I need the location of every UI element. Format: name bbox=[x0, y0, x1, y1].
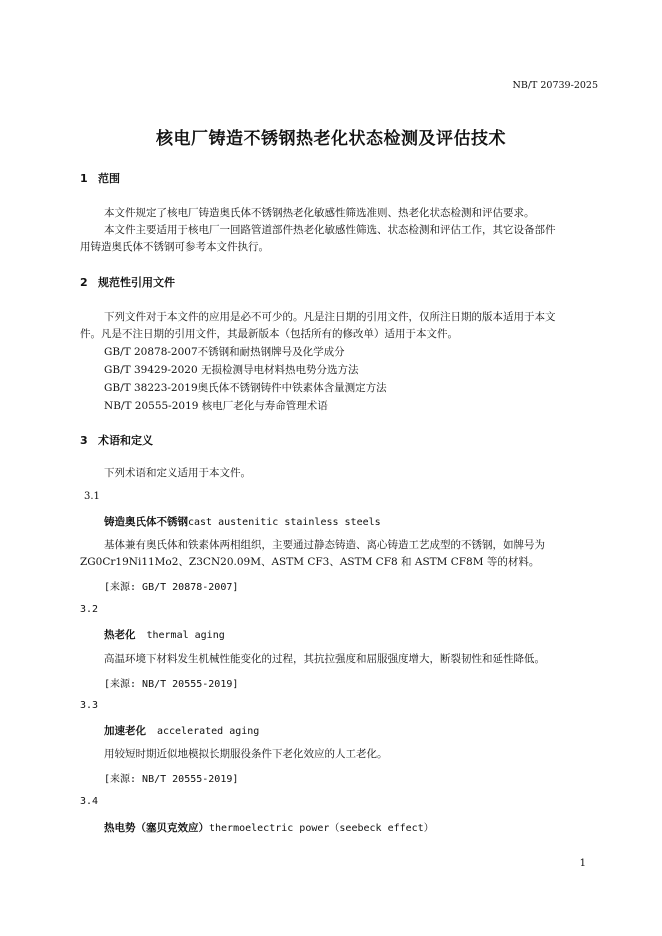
term-en: thermal aging bbox=[146, 630, 225, 641]
term-definition: ZG0Cr19Ni11Mo2、Z3CN20.09M、ASTM CF3、ASTM CF8 和 ASTM CF8M 等的材料。 bbox=[80, 556, 540, 568]
term-number: 3.1 bbox=[84, 491, 100, 502]
term-heading bbox=[104, 627, 225, 642]
term-source: [来源: NB/T 20555-2019] bbox=[104, 774, 239, 785]
section-title: 规范性引用文件 bbox=[98, 276, 175, 289]
term-heading bbox=[104, 514, 381, 529]
reference-item: GB/T 39429-2020 无损检测导电材料热电势分选方法 bbox=[104, 364, 359, 376]
term-source: [来源: NB/T 20555-2019] bbox=[104, 679, 239, 690]
term-zh: 热老化 bbox=[104, 629, 136, 641]
term-number: 3.3 bbox=[80, 700, 99, 711]
reference-item: NB/T 20555-2019 核电厂老化与寿命管理术语 bbox=[104, 400, 328, 412]
term-en: thermoelectric power（seebeck effect） bbox=[209, 823, 434, 834]
page-number: 1 bbox=[579, 858, 586, 869]
term-en: cast austenitic stainless steels bbox=[188, 517, 381, 528]
paragraph: 下列术语和定义适用于本文件。 bbox=[104, 467, 251, 479]
section-1-heading bbox=[80, 170, 120, 186]
section-title: 范围 bbox=[98, 172, 120, 185]
term-definition: 用较短时期近似地模拟长期服役条件下老化效应的人工老化。 bbox=[104, 748, 388, 760]
reference-item: GB/T 38223-2019奥氏体不锈钢铸件中铁素体含量测定方法 bbox=[104, 382, 387, 394]
section-2-heading bbox=[80, 274, 175, 290]
paragraph: 用铸造奥氏体不锈钢可参考本文件执行。 bbox=[80, 241, 269, 253]
term-en: accelerated aging bbox=[156, 726, 260, 737]
reference-item: GB/T 20878-2007不锈钢和耐热钢牌号及化学成分 bbox=[104, 346, 345, 358]
standard-number: NB/T 20739-2025 bbox=[512, 80, 598, 91]
section-number: 2 bbox=[80, 276, 88, 289]
term-definition: 基体兼有奥氏体和铁素体两相组织，主要通过静态铸造、离心铸造工艺成型的不锈钢，如牌号为 bbox=[104, 539, 545, 551]
section-number: 1 bbox=[80, 172, 88, 185]
term-zh: 铸造奥氏体不锈钢 bbox=[104, 516, 188, 528]
term-definition: 高温环境下材料发生机械性能变化的过程，其抗拉强度和屈服强度增大，断裂韧性和延性降低。 bbox=[104, 653, 545, 665]
term-number: 3.2 bbox=[80, 604, 99, 615]
section-number: 3 bbox=[80, 434, 88, 447]
term-source: [来源: GB/T 20878-2007] bbox=[104, 582, 239, 593]
term-zh: 热电势（塞贝克效应） bbox=[104, 822, 209, 834]
paragraph: 本文件主要适用于核电厂一回路管道部件热老化敏感性筛选、状态检测和评估工作，其它设备部件 bbox=[104, 224, 556, 236]
paragraph: 下列文件对于本文件的应用是必不可少的。凡是注日期的引用文件，仅所注日期的版本适用于本文 bbox=[104, 311, 556, 323]
paragraph: 本文件规定了核电厂铸造奥氏体不锈钢热老化敏感性筛选准则、热老化状态检测和评估要求。 bbox=[104, 207, 535, 219]
paragraph: 件。凡是不注日期的引用文件，其最新版本（包括所有的修改单）适用于本文件。 bbox=[80, 328, 458, 340]
section-3-heading bbox=[80, 432, 153, 448]
document-title: 核电厂铸造不锈钢热老化状态检测及评估技术 bbox=[156, 129, 506, 149]
term-heading bbox=[104, 723, 259, 738]
section-title: 术语和定义 bbox=[98, 434, 153, 447]
term-zh: 加速老化 bbox=[104, 725, 146, 737]
term-heading bbox=[104, 819, 434, 835]
term-number: 3.4 bbox=[80, 796, 99, 807]
